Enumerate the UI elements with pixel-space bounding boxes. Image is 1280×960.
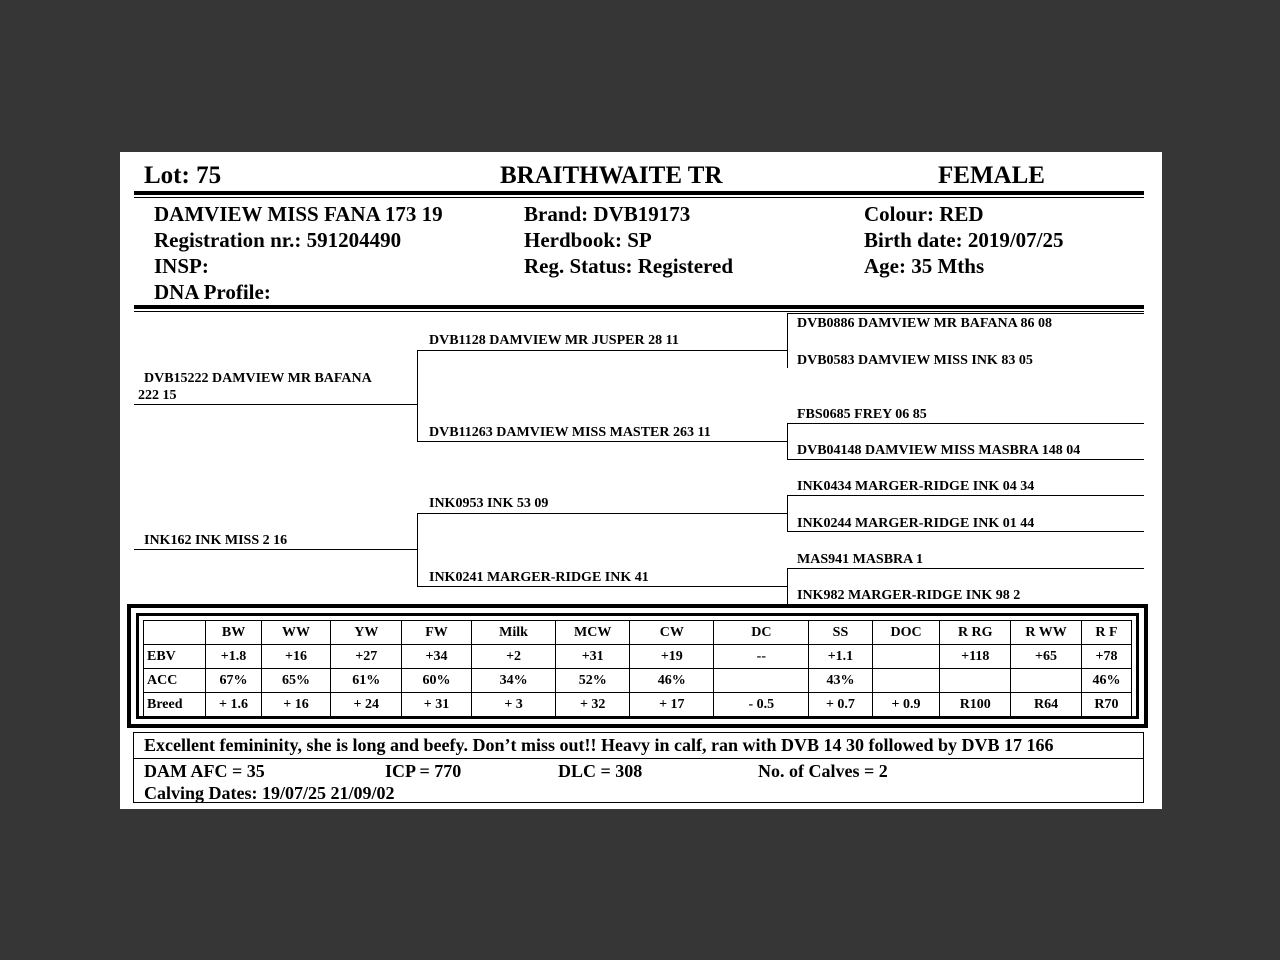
dna-profile-label: DNA Profile:: [154, 280, 271, 304]
ggp-ssd: DVB0583 DAMVIEW MISS INK 83 05: [797, 353, 1033, 368]
info-rule-thin: [134, 311, 1144, 312]
ebv-cell: 46%: [630, 669, 714, 693]
ggp-sss: DVB0886 DAMVIEW MR BAFANA 86 08: [797, 316, 1052, 331]
calving-dates: Calving Dates: 19/07/25 21/09/02: [144, 783, 395, 803]
ebv-cell: 43%: [809, 669, 873, 693]
ebv-row-ebv: [144, 645, 1132, 669]
sire-dam-name: DVB11263 DAMVIEW MISS MASTER 263 11: [429, 425, 711, 440]
ebv-cell: ACC: [144, 669, 206, 693]
breeder-name: BRAITHWAITE TR: [500, 162, 723, 189]
ebv-cell: +34: [402, 645, 472, 669]
ebv-cell: 52%: [556, 669, 630, 693]
ebv-cell: +31: [556, 645, 630, 669]
ebv-cell: [872, 645, 940, 669]
icp: ICP = 770: [385, 761, 462, 781]
ebv-cell: +19: [630, 645, 714, 669]
registration-number: Registration nr.: 591204490: [154, 228, 402, 252]
ebv-cell: R RG: [940, 621, 1011, 645]
ebv-cell: BW: [206, 621, 261, 645]
dam-dam-name: INK0241 MARGER-RIDGE INK 41: [429, 570, 649, 585]
ebv-cell: + 24: [331, 693, 402, 717]
ggp-sds: FBS0685 FREY 06 85: [797, 407, 927, 422]
ebv-cell: R70: [1081, 693, 1131, 717]
ebv-cell: +1.1: [809, 645, 873, 669]
ebv-row-acc: [144, 669, 1132, 693]
ebv-cell: [940, 669, 1011, 693]
dlc: DLC = 308: [558, 761, 643, 781]
birth-date: Birth date: 2019/07/25: [864, 228, 1064, 252]
ebv-cell: YW: [331, 621, 402, 645]
ebv-cell: + 0.9: [872, 693, 940, 717]
dam-afc: DAM AFC = 35: [144, 761, 265, 781]
remarks-box: [133, 732, 1144, 803]
ebv-cell: +118: [940, 645, 1011, 669]
ebv-cell: + 31: [402, 693, 472, 717]
ebv-cell: FW: [402, 621, 472, 645]
ebv-cell: + 17: [630, 693, 714, 717]
ggp-dsd: INK0244 MARGER-RIDGE INK 01 44: [797, 516, 1035, 531]
ebv-cell: CW: [630, 621, 714, 645]
ggp-sdd: DVB04148 DAMVIEW MISS MASBRA 148 04: [797, 443, 1081, 458]
ebv-cell: + 0.7: [809, 693, 873, 717]
ebv-cell: 60%: [402, 669, 472, 693]
ebv-cell: 67%: [206, 669, 261, 693]
ebv-cell: + 1.6: [206, 693, 261, 717]
ebv-cell: 46%: [1081, 669, 1131, 693]
ebv-cell: [144, 621, 206, 645]
header-rule-thin: [134, 197, 1144, 198]
age: Age: 35 Mths: [864, 254, 985, 278]
ebv-cell: R WW: [1011, 621, 1082, 645]
ggp-dss: INK0434 MARGER-RIDGE INK 04 34: [797, 479, 1035, 494]
ebv-cell: EBV: [144, 645, 206, 669]
ebv-row-breed: [144, 693, 1132, 717]
ebv-cell: R100: [940, 693, 1011, 717]
ebv-cell: 34%: [471, 669, 555, 693]
ebv-cell: --: [714, 645, 809, 669]
ebv-cell: - 0.5: [714, 693, 809, 717]
ebv-cell: 65%: [261, 669, 331, 693]
ebv-cell: +2: [471, 645, 555, 669]
sire-name: DVB15222 DAMVIEW MR BAFANA: [144, 371, 372, 386]
ebv-cell: [1011, 669, 1082, 693]
insp-label: INSP:: [154, 254, 209, 278]
dam-name: INK162 INK MISS 2 16: [144, 533, 288, 548]
sire-name-line2: 222 15: [138, 388, 177, 403]
ebv-cell: 61%: [331, 669, 402, 693]
brand: Brand: DVB19173: [524, 202, 691, 226]
ebv-cell: + 16: [261, 693, 331, 717]
ebv-cell: DOC: [872, 621, 940, 645]
sex-label: FEMALE: [938, 162, 1045, 189]
remarks-comment: Excellent femininity, she is long and beefy. Don’t miss out!! Heavy in calf, ran with DVB 14 30 followed by DVB 17 166: [144, 735, 1054, 755]
lot-card: [120, 152, 1162, 809]
ebv-cell: +65: [1011, 645, 1082, 669]
ebv-header-row: [144, 621, 1132, 645]
ebv-cell: + 32: [556, 693, 630, 717]
ebv-cell: SS: [809, 621, 873, 645]
ebv-table: [143, 620, 1132, 717]
sire-sire-name: DVB1128 DAMVIEW MR JUSPER 28 11: [429, 333, 679, 348]
ebv-cell: +27: [331, 645, 402, 669]
header-rule-thick: [134, 191, 1144, 195]
ebv-cell: +16: [261, 645, 331, 669]
ebv-cell: +1.8: [206, 645, 261, 669]
ebv-cell: MCW: [556, 621, 630, 645]
ggp-ddd: INK982 MARGER-RIDGE INK 98 2: [797, 588, 1021, 603]
herdbook: Herdbook: SP: [524, 228, 652, 252]
ebv-cell: [872, 669, 940, 693]
ebv-cell: +78: [1081, 645, 1131, 669]
lot-number: Lot: 75: [144, 162, 222, 189]
info-rule-thick: [134, 305, 1144, 309]
ebv-cell: DC: [714, 621, 809, 645]
ebv-table-frame: [127, 604, 1148, 728]
ebv-cell: Breed: [144, 693, 206, 717]
ebv-cell: [714, 669, 809, 693]
colour: Colour: RED: [864, 202, 984, 226]
ebv-cell: WW: [261, 621, 331, 645]
animal-name: DAMVIEW MISS FANA 173 19: [154, 202, 443, 226]
ebv-cell: + 3: [471, 693, 555, 717]
no-of-calves: No. of Calves = 2: [758, 761, 888, 781]
dam-sire-name: INK0953 INK 53 09: [429, 496, 549, 511]
ebv-cell: R F: [1081, 621, 1131, 645]
ggp-dds: MAS941 MASBRA 1: [797, 552, 924, 567]
ebv-cell: Milk: [471, 621, 555, 645]
reg-status: Reg. Status: Registered: [524, 254, 733, 278]
ebv-cell: R64: [1011, 693, 1082, 717]
